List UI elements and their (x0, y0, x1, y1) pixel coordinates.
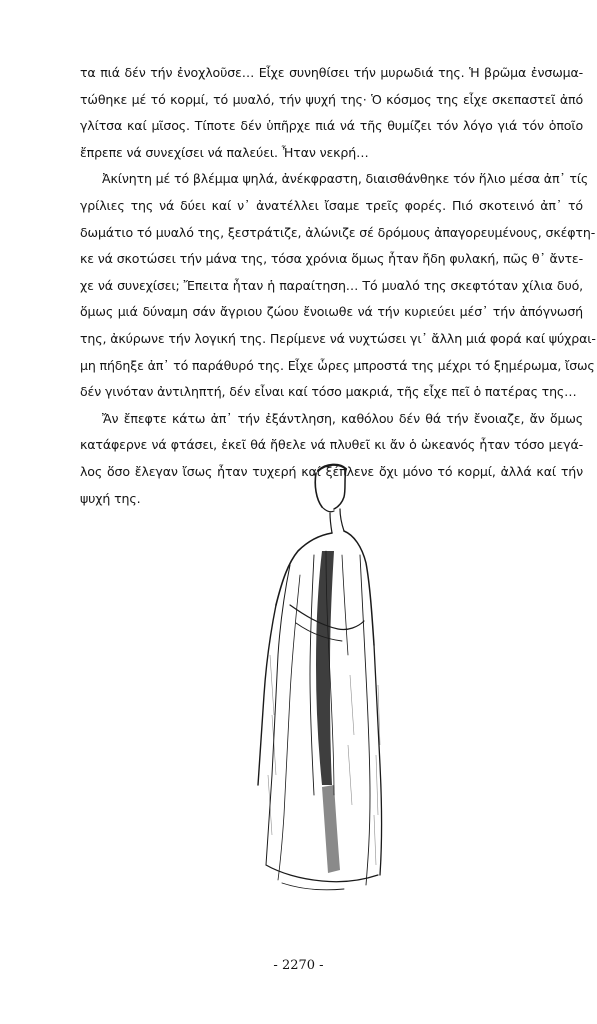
page-number: - 2270 - (273, 958, 324, 973)
text-line: τώθηκε μέ τό κορμί, τό μυαλό, τήν ψυχή της· Ὁ κόσμος της εἶχε σκεπαστεῖ ἀπό (80, 91, 583, 107)
robed-figure-illustration (230, 455, 405, 905)
text-line: γλίτσα καί μῖσος. Τίποτε δέν ὑπῆρχε πιά νά τῆς θυμίζει τόν λόγο γιά τόν ὁποῖο (80, 118, 583, 134)
text-line: ἔπρεπε νά συνεχίσει νά παλεύει. Ἦταν νεκρή… (80, 144, 369, 160)
text-line: της, ἀκύρωνε τήν λογική της. Περίμενε νά νυχτώσει γι᾽ ἄλλη μιά φορά καί ψύχραι- (80, 330, 596, 346)
text-line: Ἄν ἔπεφτε κάτω ἀπ᾽ τήν ἐξάντληση, καθόλου δέν θά τήν ἔνοιαζε, ἄν ὅμως (102, 410, 583, 426)
text-line: τα πιά δέν τήν ἐνοχλοῦσε… Εἶχε συνηθίσει τήν μυρωδιά της. Ἡ βρῶμα ἐνσωμα- (80, 65, 583, 80)
text-line: ὅμως μιά δύναμη σάν ἄγριου ζώου ἔνοιωθε νά τήν κυριεύει μέσ᾽ τήν ἀπόγνωσή (80, 304, 583, 320)
text-line: μη πήδηξε ἀπ᾽ τό παράθυρό της. Εἶχε ὧρες μπροστά της μέχρι τό ξημέρωμα, ἴσως (80, 357, 595, 373)
text-line: κε νά σκοτώσει τήν μάνα της, τόσα χρόνια ὅμως ἦταν ἤδη φυλακή, πῶς θ᾽ ἄντε- (80, 251, 583, 267)
text-line: λος ὅσο ἔλεγαν ἴσως ἦταν τυχερή καί ξέπλενε ὄχι μόνο τό κορμί, ἀλλά καί τήν (80, 463, 583, 479)
text-line: δωμάτιο τό μυαλό της, ξεστράτιζε, ἀλώνιζε σέ δρόμους ἀπαγορευμένους, σκέφτη- (80, 224, 596, 240)
text-line: χε νά συνεχίσει; Ἔπειτα ἦταν ἡ παραίτηση… Τό μυαλό της σκεφτόταν χίλια δυό, (80, 277, 583, 293)
text-line: κατάφερνε νά φτάσει, ἐκεῖ θά ἤθελε νά πλυθεῖ κι ἄν ὁ ὠκεανός ἦταν τόσο μεγά- (80, 437, 583, 453)
body-text (80, 60, 596, 512)
text-line: ψυχή της. (80, 490, 141, 506)
text-line: δέν γινόταν ἀντιληπτή, δέν εἶναι καί τόσο μακριά, τῆς εἶχε πεῖ ὁ πατέρας της… (80, 384, 577, 400)
text-line: γρίλιες της νά δύει καί ν᾽ ἀνατέλλει ἴσαμε τρεῖς φορές. Πιό σκοτεινό ἀπ᾽ τό (80, 197, 583, 213)
text-line: Ἀκίνητη μέ τό βλέμμα ψηλά, ἀνέκφραστη, διαισθάνθηκε τόν ἥλιο μέσα ἀπ᾽ τίς (102, 171, 589, 187)
